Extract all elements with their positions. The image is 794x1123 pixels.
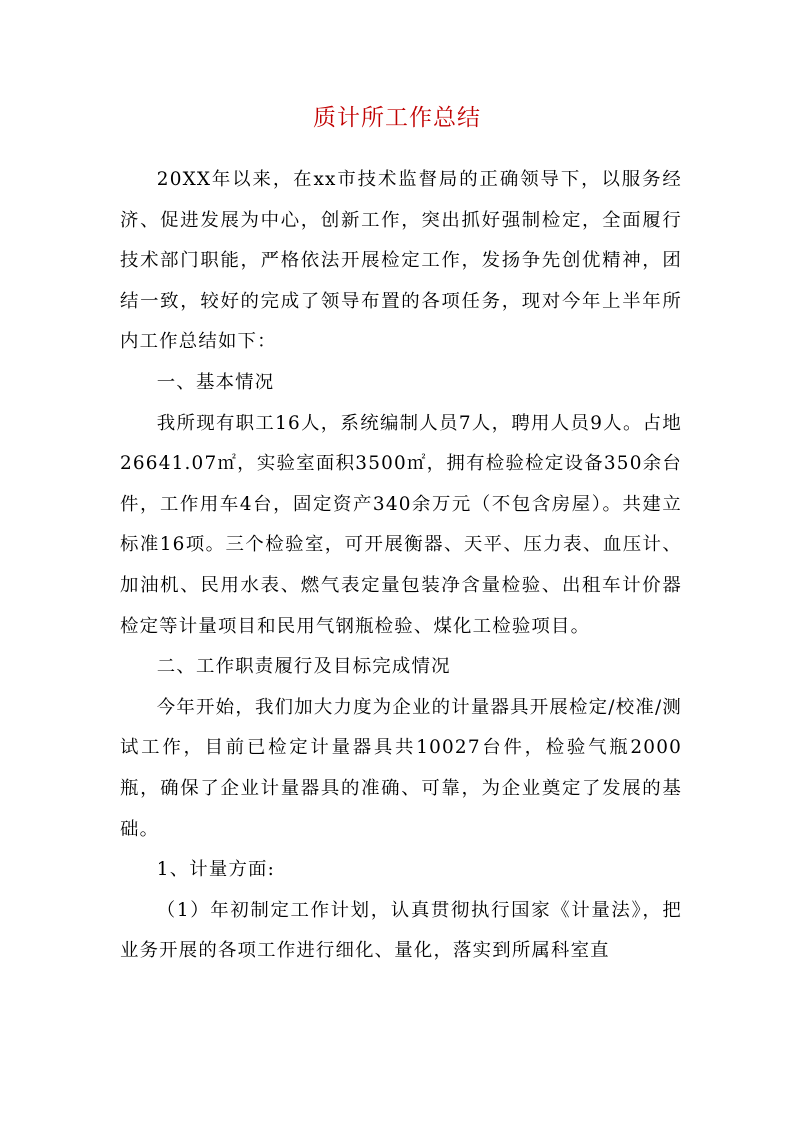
heading-metrology: 1、计量方面: (156, 859, 276, 881)
paragraph-basic-situation: 我所现有职工16人，系统编制人员7人，聘用人员9人。占地26641.07㎡，实验室面积3500㎡，拥有检验检定设备350余台件，工作用车4台，固定资产340余万元（不包含房屋）。共建立标准16项。三个检验室，可开展衡器、天平、压力表、血压计、加油机、民用水表、燃气表定量包装净含量检验、出租车计价器检定等计量项目和民用气钢瓶检验、煤化工检验项目。 (120, 412, 682, 637)
document-title: 质计所工作总结 (313, 105, 481, 131)
heading-basic-situation: 一、基本情况 (156, 371, 275, 393)
heading-duties-performance: 二、工作职责履行及目标完成情况 (156, 656, 451, 678)
document-body (120, 160, 682, 972)
paragraph-metrology-item-1: （1）年初制定工作计划，认真贯彻执行国家《计量法》，把业务开展的各项工作进行细化、量化，落实到所属科室直 (120, 899, 682, 962)
paragraph-intro: 20XX年以来，在xx市技术监督局的正确领导下，以服务经济、促进发展为中心，创新工作，突出抓好强制检定，全面履行技术部门职能，严格依法开展检定工作，发扬争先创优精神，团结一致，较好的完成了领导布置的各项任务，现对今年上半年所内工作总结如下： (120, 169, 682, 353)
paragraph-duties-performance: 今年开始，我们加大力度为企业的计量器具开展检定/校准/测试工作，目前已检定计量器具共10027台件，检验气瓶2000瓶，确保了企业计量器具的准确、可靠，为企业奠定了发展的基础。 (120, 696, 682, 840)
